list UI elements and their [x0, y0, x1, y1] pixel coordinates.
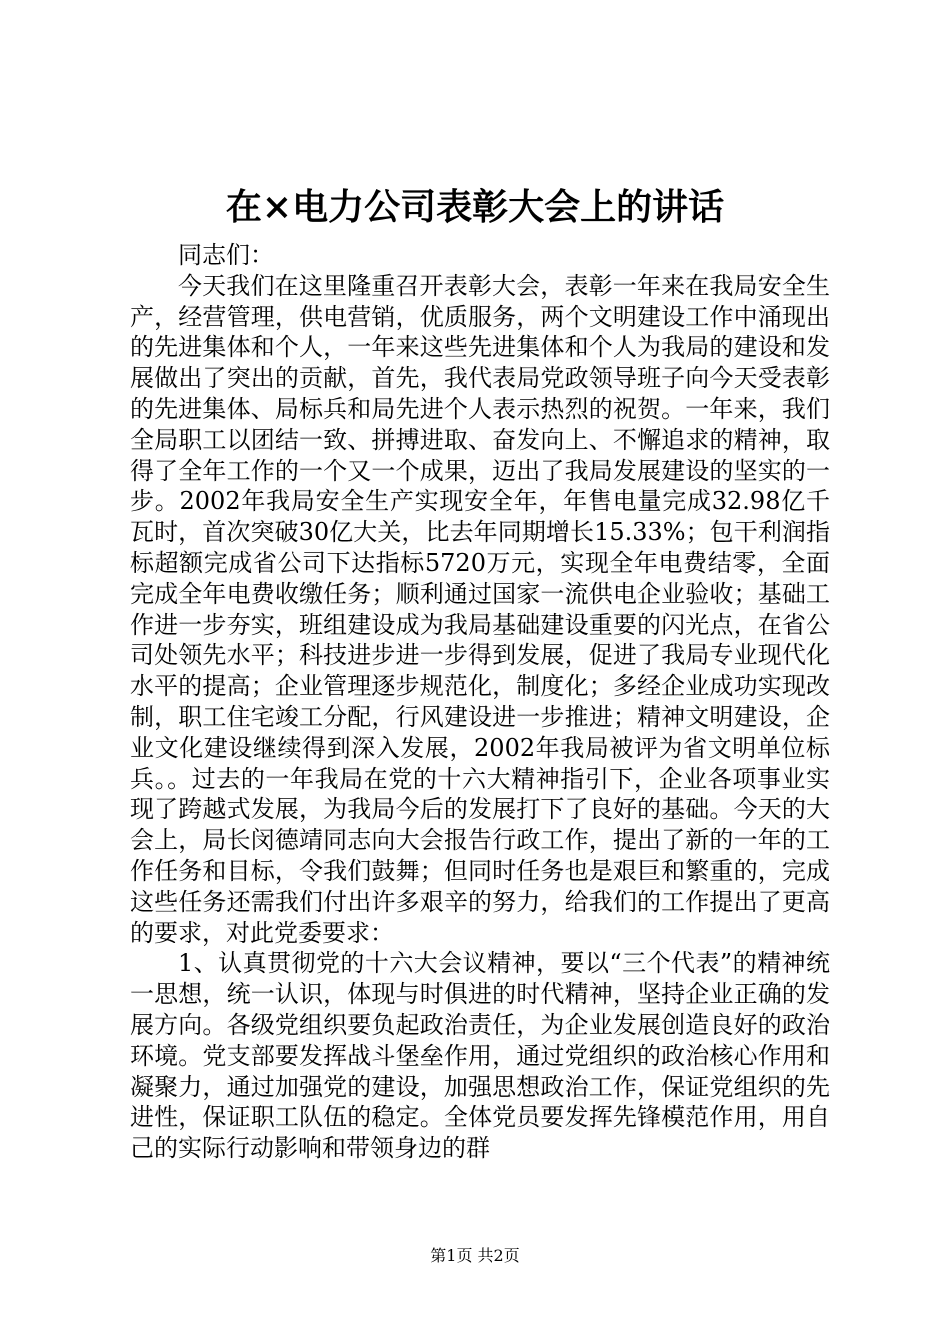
paragraph-main: 今天我们在这里隆重召开表彰大会，表彰一年来在我局安全生产，经营管理，供电营销，优质服务，两个文明建设工作中涌现出的先进集体和个人，一年来这些先进集体和个人为我局的建设和发展做出了突出的贡献，首先，我代表局党政领导班子向今天受表彰的先进集体、局标兵和局先进个人表示热烈的祝贺。一年来，我们全局职工以团结一致、拼搏进取、奋发向上、不懈追求的精神，取得了全年工作的一个又一个成果，迈出了我局发展建设的坚实的一步。2002年我局安全生产实现安全年，年售电量完成32.98亿千瓦时，首次突破30亿大关，比去年同期增长15.33%；包干利润指标超额完成省公司下达指标5720万元，实现全年电费结零，全面完成全年电费收缴任务；顺利通过国家一流供电企业验收；基础工作进一步夯实，班组建设成为我局基础建设重要的闪光点，在省公司处领先水平；科技进步进一步得到发展，促进了我局专业现代化水平的提高；企业管理逐步规范化，制度化；多经企业成功实现改制，职工住宅竣工分配，行风建设进一步推进；精神文明建设，企业文化建设继续得到深入发展，2002年我局被评为省文明单位标兵。。过去的一年我局在党的十六大精神指引下，企业各项事业实现了跨越式发展，为我局今后的发展打下了良好的基础。今天的大会上，局长闵德靖同志向大会报告行政工作，提出了新的一年的工作任务和目标，令我们鼓舞；但同时任务也是艰巨和繁重的，完成这些任务还需我们付出许多艰辛的努力，给我们的工作提出了更高的要求，对此党委要求： [130, 271, 830, 947]
document-title: 在×电力公司表彰大会上的讲话 [225, 186, 725, 228]
paragraph-salutation: 同志们： [178, 241, 274, 269]
paragraph-item-1: 1、认真贯彻党的十六大会议精神，要以“三个代表”的精神统一思想，统一认识，体现与时俱进的时代精神，坚持企业正确的发展方向。各级党组织要负起政治责任，为企业发展创造良好的政治环境。党支部要发挥战斗堡垒作用，通过党组织的政治核心作用和凝聚力，通过加强党的建设，加强思想政治工作，保证党组织的先进性，保证职工队伍的稳定。全体党员要发挥先锋模范作用，用自己的实际行动影响和带领身边的群 [130, 949, 830, 1163]
document-body [130, 240, 830, 1164]
page-footer: 第1页 共2页 [430, 1246, 520, 1265]
